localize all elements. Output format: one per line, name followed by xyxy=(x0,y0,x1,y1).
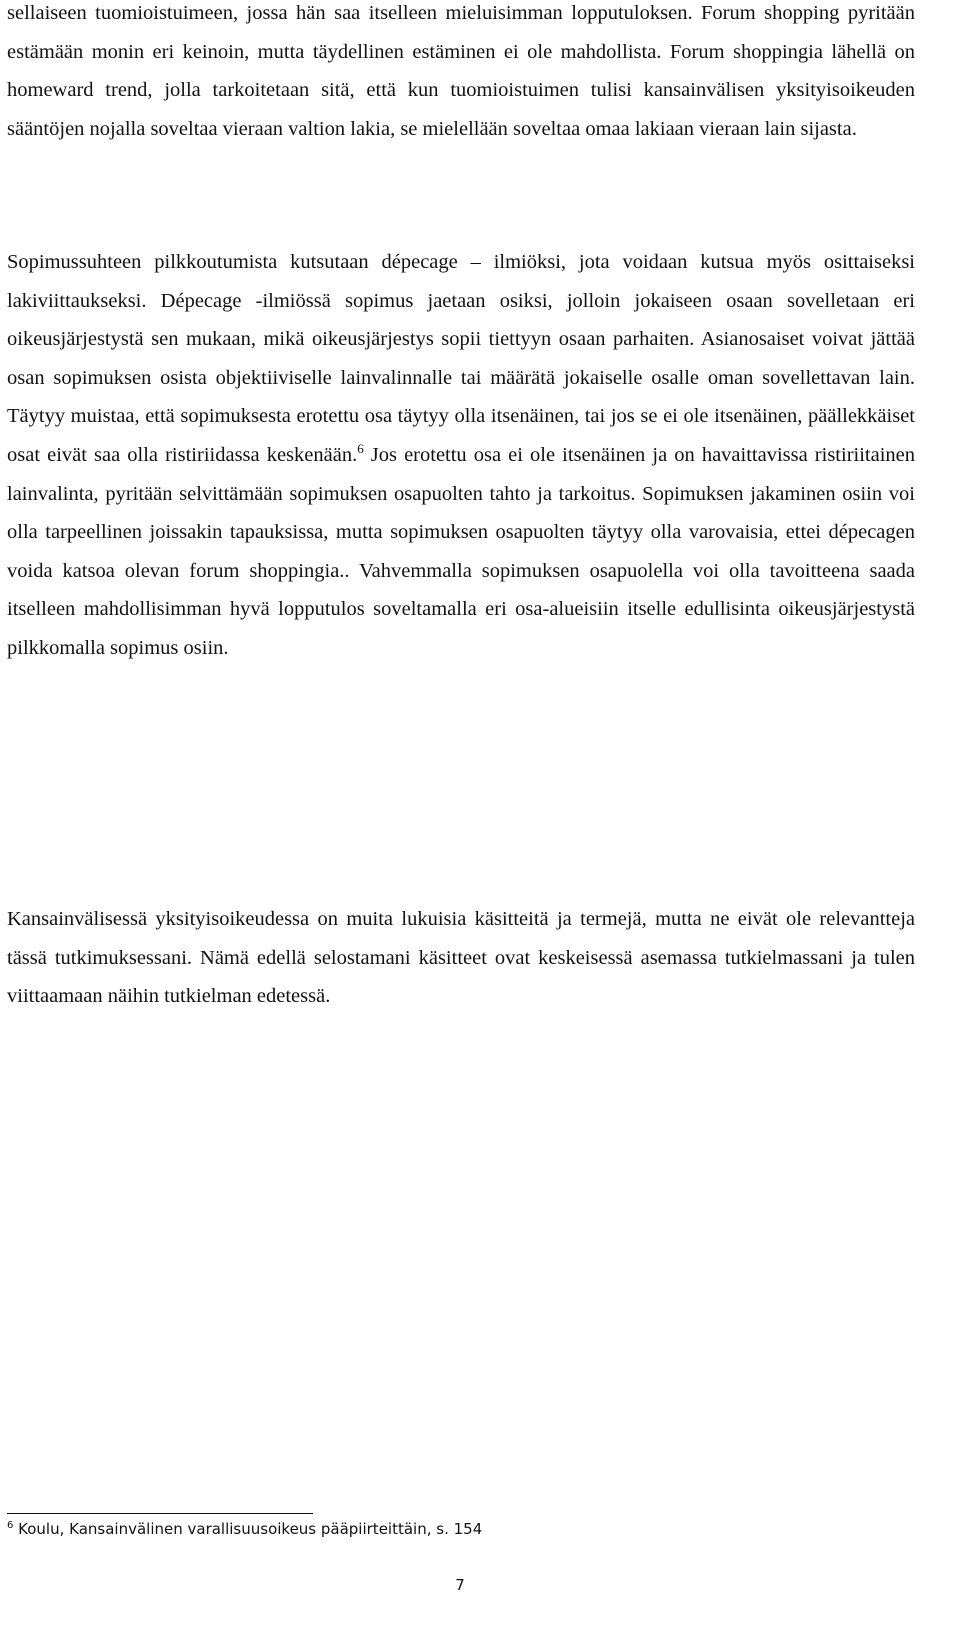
footnote-separator xyxy=(7,1513,313,1514)
paragraph-text: Sopimussuhteen pilkkoutumista kutsutaan dépecage – ilmiöksi, jota voidaan kutsua myös osittaiseksi lakiviittaukseksi. Dépecage -ilmiössä sopimus jaetaan osiksi, jolloin jokaiseen osaan sovelletaan eri oikeusjärjestystä sen mukaan, mikä oikeusjärjestys sopii tiettyyn osaan parhaiten. Asianosaiset voivat jättää osan sopimuksen osista objektiiviselle lainvalinnalle tai määrätä jokaiselle osalle oman sovellettavan lain. Täytyy muistaa, että sopimuksesta erotettu osa täytyy olla itsenäinen, tai jos se ei ole itsenäinen, päällekkäiset osat eivät saa olla ristiriidassa keskenään. xyxy=(7,251,915,466)
body-paragraph-3 xyxy=(7,900,915,1016)
paragraph-text-continued: Jos erotettu osa ei ole itsenäinen ja on havaittavissa ristiriitainen lainvalinta, pyritään selvittämään sopimuksen osapuolten tahto ja tarkoitus. Sopimuksen jakaminen osiin voi olla tarpeellinen joissakin tapauksissa, mutta sopimuksen osapuolten täytyy olla varovaisia, ettei dépecagen voida katsoa olevan forum shoppingia.. Vahvemmalla sopimuksen osapuolella voi olla tavoitteena saada itselleen mahdollisimman hyvä lopputulos soveltamalla eri osa-alueisiin itselle edullisinta oikeusjärjestystä pilkkomalla sopimus osiin. xyxy=(7,443,915,659)
footnote xyxy=(7,1518,482,1540)
paragraph-text: sellaiseen tuomioistuimeen, jossa hän saa itselleen mieluisimman lopputuloksen. Forum shopping pyritään estämään monin eri keinoin, mutta täydellinen estäminen ei ole mahdollista. Forum shoppingia lähellä on homeward trend, jolla tarkoitetaan sitä, että kun tuomioistuimen tulisi kansainvälisen yksityisoikeuden sääntöjen nojalla soveltaa vieraan valtion lakia, se mielellään soveltaa omaa lakiaan vieraan lain sijasta. xyxy=(7,2,915,140)
page-number: 7 xyxy=(455,1576,465,1594)
paragraph-text: Kansainvälisessä yksityisoikeudessa on muita lukuisia käsitteitä ja termejä, mutta ne eivät ole relevantteja tässä tutkimuksessani. Nämä edellä selostamani käsitteet ovat keskeisessä asemassa tutkielmassani ja tulen viittaamaan näihin tutkielman edetessä. xyxy=(7,908,915,1008)
footnote-text: Koulu, Kansainvälinen varallisuusoikeus pääpiirteittäin, s. 154 xyxy=(13,1520,483,1538)
footnote-number: 6 xyxy=(7,1520,14,1531)
footnote-reference: 6 xyxy=(357,441,364,457)
body-paragraph-1 xyxy=(7,0,915,148)
body-paragraph-2 xyxy=(7,243,915,668)
